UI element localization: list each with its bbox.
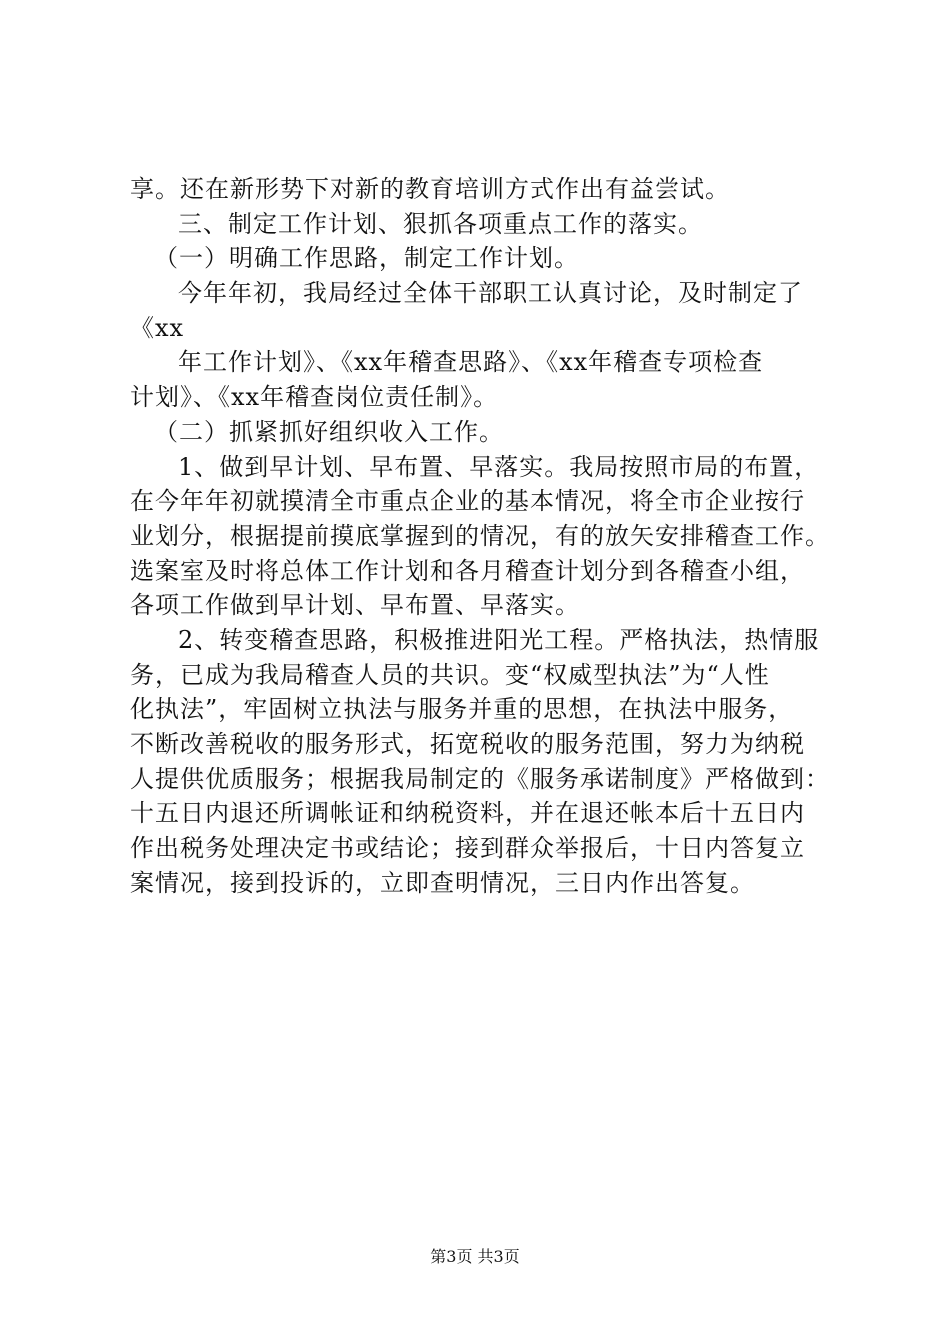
subsection-heading: （二）抓紧抓好组织收入工作。 [154,417,504,446]
page-footer: 第3页 共3页 [430,1247,520,1266]
subsection-heading: （一）明确工作思路，制定工作计划。 [154,244,579,273]
text-line: 十五日内退还所调帐证和纳税资料，并在退还帐本后十五日内 [130,799,805,828]
text-line: 在今年年初就摸清全市重点企业的基本情况，将全市企业按行 [130,487,805,516]
document-body [130,172,830,900]
text-line: 1、做到早计划、早布置、早落实。我局按照市局的布置， [178,452,820,481]
text-line: 计划》、《xx年稽查岗位责任制》。 [130,383,499,412]
text-line: 选案室及时将总体工作计划和各月稽查计划分到各稽查小组， [130,556,805,585]
text-line: 化执法”，牢固树立执法与服务并重的思想，在执法中服务， [130,695,794,724]
text-line: 今年年初，我局经过全体干部职工认真讨论，及时制定了 [178,279,803,308]
text-line: 年工作计划》、《xx年稽查思路》、《xx年稽查专项检查 [178,348,764,377]
text-line: 享。还在新形势下对新的教育培训方式作出有益尝试。 [130,175,730,203]
text-line: 2、转变稽查思路，积极推进阳光工程。严格执法，热情服 [178,625,820,654]
text-line: 业划分，根据提前摸底掌握到的情况，有的放矢安排稽查工作。 [130,521,830,550]
text-line: 各项工作做到早计划、早布置、早落实。 [130,591,580,620]
text-line: 案情况，接到投诉的，立即查明情况，三日内作出答复。 [130,868,755,897]
text-line: 人提供优质服务；根据我局制定的《服务承诺制度》严格做到： [130,764,830,793]
text-line: 作出税务处理决定书或结论；接到群众举报后，十日内答复立 [130,834,805,863]
text-line: 《xx [130,313,185,342]
text-line: 不断改善税收的服务形式，拓宽税收的服务范围，努力为纳税 [130,730,805,758]
text-line: 务，已成为我局稽查人员的共识。变“权威型执法”为“人性 [130,660,770,689]
section-heading: 三、制定工作计划、狠抓各项重点工作的落实。 [178,209,703,238]
